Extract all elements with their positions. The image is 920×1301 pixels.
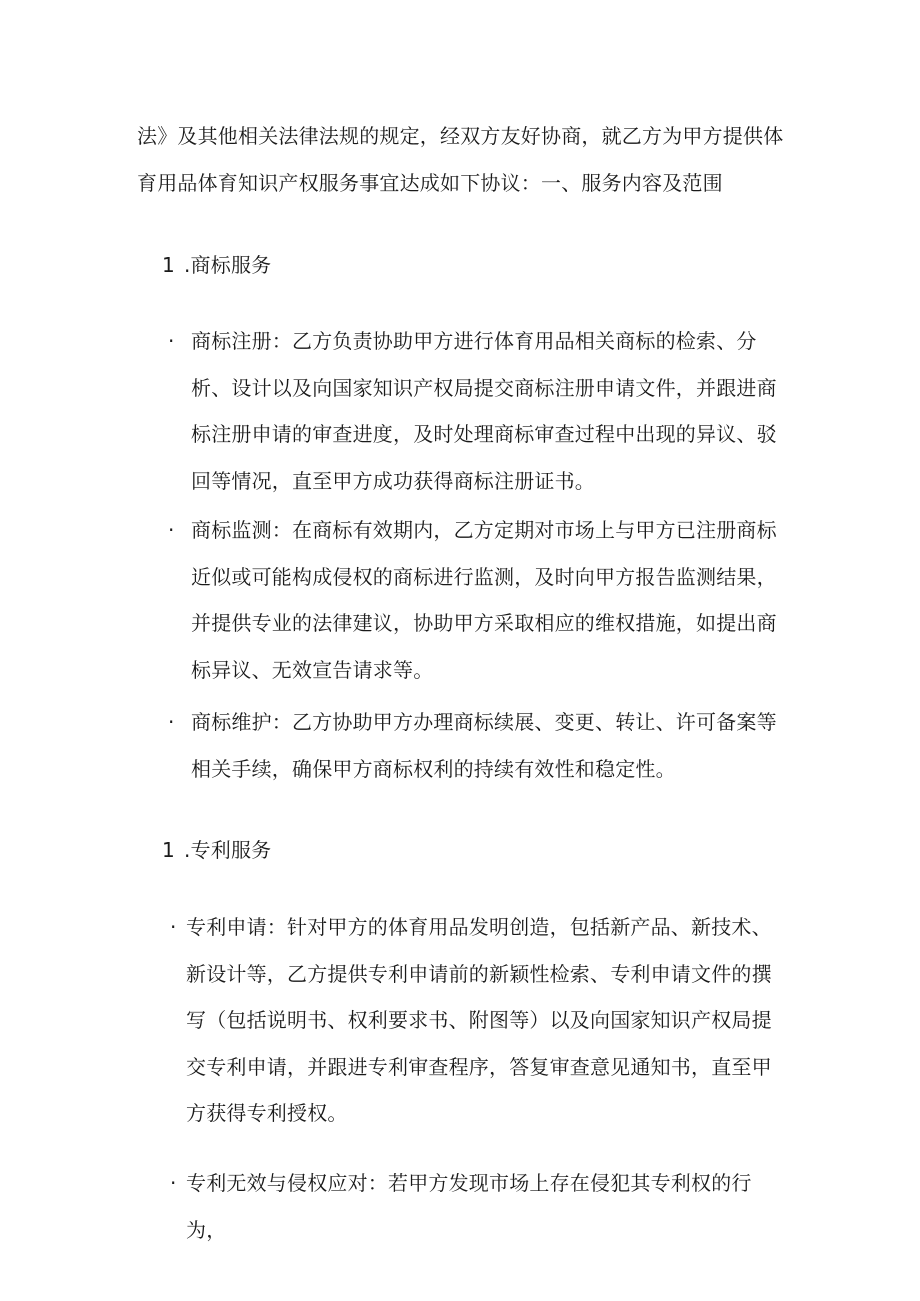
- section-heading-patent: [162, 835, 271, 865]
- section-title: .商标服务: [184, 253, 272, 277]
- section-title: .专利服务: [184, 838, 272, 862]
- list-item-text: 专利申请：针对甲方的体育用品发明创造，包括新产品、新技术、新设计等，乙方提供专利申请前的新颖性检索、专利申请文件的撰写（包括说明书、权利要求书、附图等）以及向国家知识产权局提交专利申请，并跟进专利审查程序，答复审查意见通知书，直至甲方获得专利授权。: [186, 915, 772, 1125]
- bullet-icon: ·: [170, 1171, 177, 1195]
- section-number: 1: [162, 838, 175, 862]
- list-item-trademark-registration: [162, 318, 792, 504]
- list-item-trademark-monitoring: [162, 507, 792, 693]
- list-item-patent-invalidation: [165, 1160, 790, 1253]
- bullet-icon: ·: [168, 329, 175, 353]
- list-item-text: 商标注册：乙方负责协助甲方进行体育用品相关商标的检索、分析、设计以及向国家知识产权局提交商标注册申请文件，并跟进商标注册申请的审查进度，及时处理商标审查过程中出现的异议、驳回等情况，直至甲方成功获得商标注册证书。: [191, 329, 777, 493]
- bullet-icon: ·: [170, 915, 177, 939]
- section-number: 1: [162, 253, 175, 277]
- bullet-icon: ·: [168, 518, 175, 542]
- intro-paragraph: 法》及其他相关法律法规的规定，经双方友好协商，就乙方为甲方提供体育用品体育知识产权服务事宜达成如下协议：一、服务内容及范围: [137, 124, 784, 195]
- list-item-trademark-maintenance: [162, 699, 792, 792]
- list-item-text: 商标维护：乙方协助甲方办理商标续展、变更、转让、许可备案等相关手续，确保甲方商标权利的持续有效性和稳定性。: [191, 710, 777, 781]
- list-item-patent-application: [165, 904, 790, 1137]
- section-heading-trademark: [162, 250, 271, 280]
- bullet-icon: ·: [168, 710, 175, 734]
- list-item-text: 专利无效与侵权应对：若甲方发现市场上存在侵犯其专利权的行为，: [186, 1171, 752, 1242]
- list-item-text: 商标监测：在商标有效期内，乙方定期对市场上与甲方已注册商标近似或可能构成侵权的商标进行监测，及时向甲方报告监测结果，并提供专业的法律建议，协助甲方采取相应的维权措施，如提出商标异议、无效宣告请求等。: [191, 518, 777, 682]
